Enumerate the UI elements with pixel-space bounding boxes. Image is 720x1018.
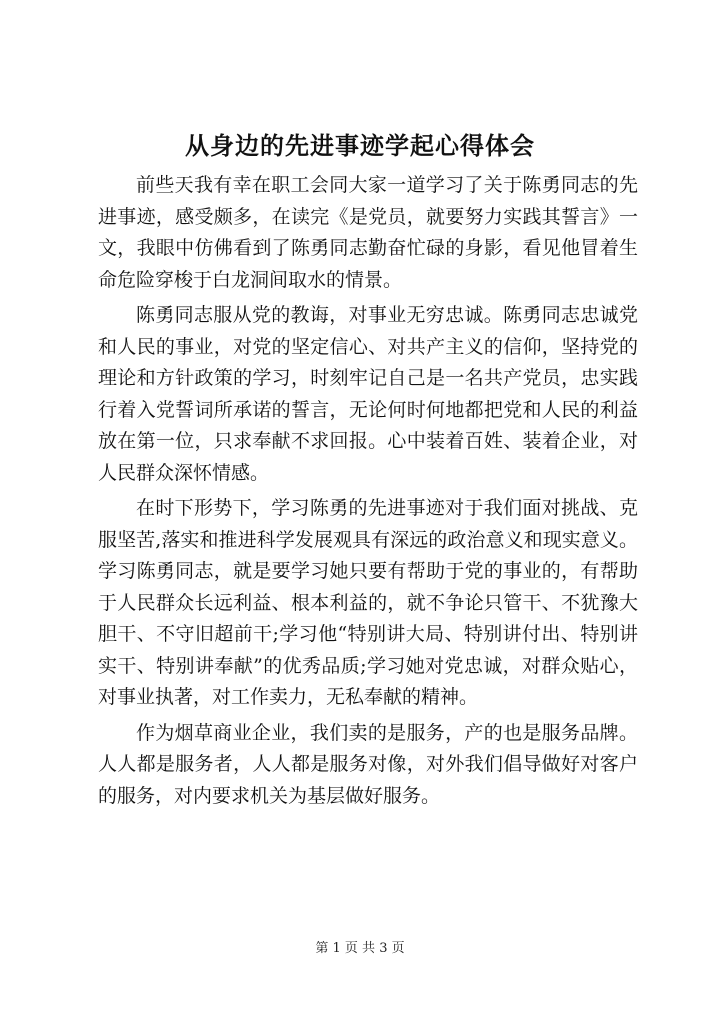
paragraph-4: 作为烟草商业企业，我们卖的是服务，产的也是服务品牌。人人都是服务者，人人都是服务对像，对外我们倡导做好对客户的服务，对内要求机关为基层做好服务。 (98, 721, 638, 807)
paragraph-3: 在时下形势下，学习陈勇的先进事迹对于我们面对挑战、克服坚苦,落实和推进科学发展观具有深远的政治意义和现实意义。学习陈勇同志，就是要学习她只要有帮助于党的事业的，有帮助于人民群众长远利益、根本利益的，就不争论只管干、不犹豫大胆干、不守旧超前干;学习他“特别讲大局、特别讲付出、特别讲实干、特别讲奉献”的优秀品质;学习她对党忠诚，对群众贴心，对事业执著，对工作卖力，无私奉献的精神。 (98, 497, 638, 708)
page-footer (0, 940, 720, 958)
page-number-indicator: 第 1 页 共 3 页 (315, 941, 405, 956)
paragraph-2: 陈勇同志服从党的教诲，对事业无穷忠诚。陈勇同志忠诚党和人民的事业，对党的坚定信心、对共产主义的信仰，坚持党的理论和方针政策的学习，时刻牢记自己是一名共产党员，忠实践行着入党誓词所承诺的誓言，无论何时何地都把党和人民的利益放在第一位，只求奉献不求回报。心中装着百姓、装着企业，对人民群众深怀情感。 (98, 304, 638, 484)
document-body (98, 170, 638, 816)
page-title: 从身边的先进事迹学起心得体会 (185, 131, 535, 160)
paragraph-1: 前些天我有幸在职工会同大家一道学习了关于陈勇同志的先进事迹，感受颇多，在读完《是党员，就要努力实践其誓言》一文，我眼中仿佛看到了陈勇同志勤奋忙碌的身影，看见他冒着生命危险穿梭于白龙洞间取水的情景。 (98, 174, 638, 291)
